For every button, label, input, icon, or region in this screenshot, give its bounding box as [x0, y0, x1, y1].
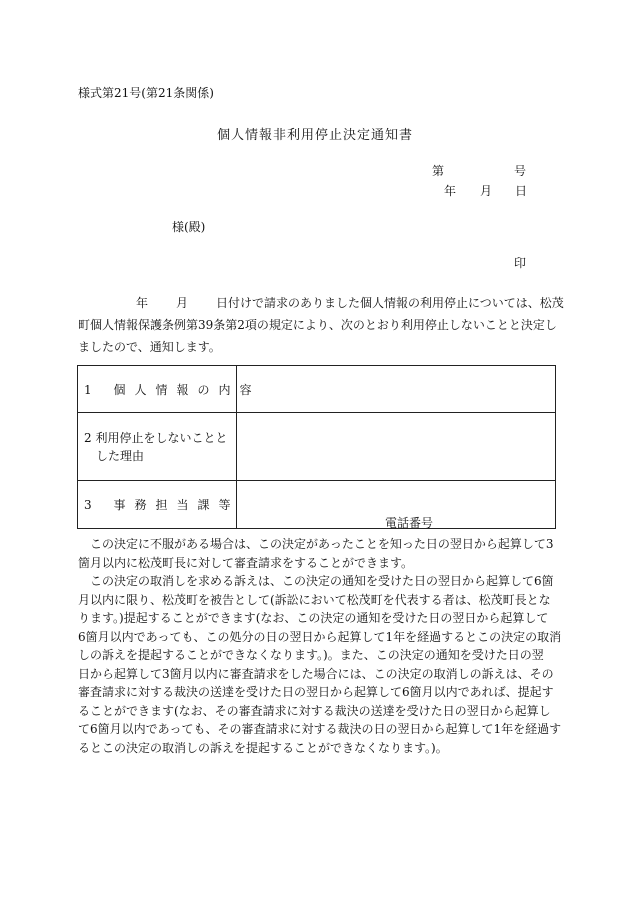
- date-year-label: 年: [444, 184, 457, 198]
- body-line: 6箇月以内であっても、この処分の日の翌日から起算して1年を経過するとこの決定の取消: [78, 629, 562, 644]
- phone-number-label: 電話番号: [385, 516, 434, 530]
- body-line: るとこの決定の取消しの訴えを提起することができなくなります。)。: [78, 740, 448, 755]
- form-number: 様式第21号(第21条関係): [78, 86, 214, 100]
- table-row-personal-info: [78, 366, 555, 413]
- body-line: 審査請求に対する裁決の送達を受けた日の翌日から起算して6箇月以内であれば、提起す: [78, 685, 554, 699]
- body-line: しの訴えを提起することができなくなります。)。また、この決定の通知を受けた日の翌: [78, 648, 544, 662]
- column-divider: [236, 413, 237, 480]
- row-label-personal-info: 1 個人情報の内容: [84, 383, 261, 397]
- body-line: この決定に不服がある場合は、この決定があったことを知った日の翌日から起算して3: [78, 537, 554, 551]
- row-label-reason-line-1: 2 利用停止をしないことと: [84, 431, 228, 445]
- body-line: 箇月以内に松茂町長に対して審査請求をすることができます。: [78, 555, 414, 570]
- column-divider: [236, 481, 237, 528]
- body-line: 月以内に限り、松茂町を被告として(訴訟において松茂町を代表する者は、松茂町長とな: [78, 592, 551, 607]
- number-suffix: 号: [514, 164, 527, 178]
- number-prefix: 第: [432, 164, 445, 178]
- body-line: ります。)提起することができます(なお、この決定の通知を受けた日の翌日から起算して: [78, 611, 549, 625]
- intro-month-label: 月: [176, 296, 189, 310]
- intro-year-label: 年: [136, 296, 149, 310]
- document-title: 個人情報非利用停止決定通知書: [216, 128, 413, 143]
- appeal-notice: [78, 535, 562, 757]
- column-divider: [236, 366, 237, 412]
- body-line: ることができます(なお、その審査請求に対する裁決の送達を受けた日の翌日から起算し: [78, 703, 551, 718]
- row-label-department: 3 事務担当課等: [84, 498, 240, 512]
- date-day-label: 日: [515, 184, 528, 198]
- seal-mark: 印: [514, 256, 527, 270]
- table-row-reason: [78, 413, 555, 481]
- body-line: 日から起算して3箇月以内に審査請求をした場合には、この決定の取消しの訴えは、その: [78, 666, 554, 681]
- intro-line-3: ましたので、通知します。: [78, 340, 221, 354]
- body-line: この決定の取消しを求める訴えは、この決定の通知を受けた日の翌日から起算して6箇: [78, 574, 554, 588]
- row-label-reason: [84, 429, 227, 465]
- intro-paragraph: [78, 292, 564, 358]
- addressee: 様(殿): [172, 220, 206, 234]
- info-table: [77, 365, 556, 529]
- intro-line-2: 町個人情報保護条例第39条第2項の規定により、次のとおり利用停止しないことと決定し: [78, 318, 557, 332]
- body-line: て6箇月以内であっても、その審査請求に対する裁決の日の翌日から起算して1年を経過す: [78, 722, 562, 736]
- date-month-label: 月: [480, 184, 493, 198]
- row-label-reason-line-2: した理由: [96, 449, 145, 463]
- table-row-department: [78, 481, 555, 528]
- intro-line-1: 日付けで請求のありました個人情報の利用停止については、松茂: [216, 296, 564, 310]
